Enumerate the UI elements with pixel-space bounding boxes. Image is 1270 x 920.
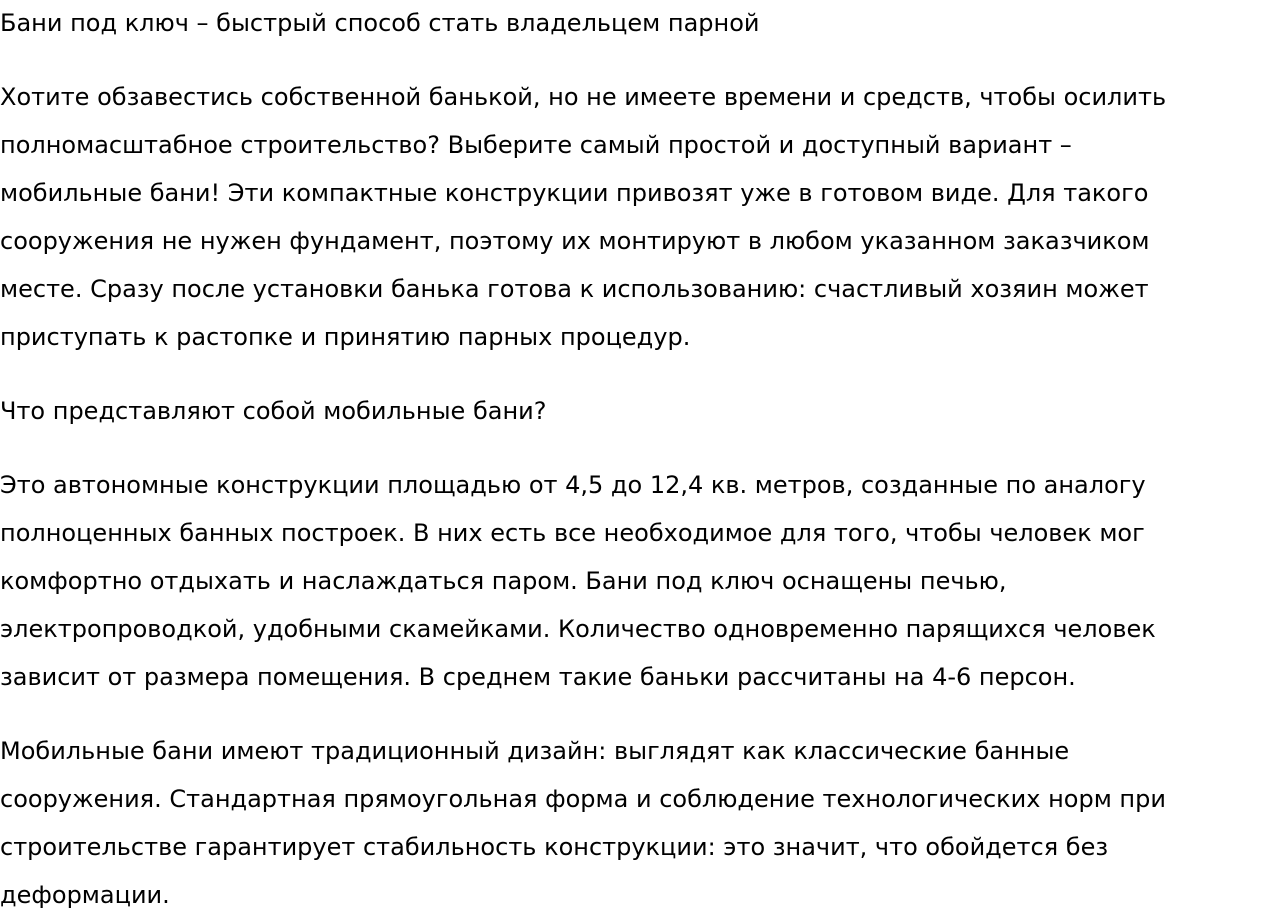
document-title: Бани под ключ – быстрый способ стать владельцем парной xyxy=(0,9,760,37)
paragraph-line: Это автономные конструкции площадью от 4,5 до 12,4 кв. метров, созданные по аналогу xyxy=(0,471,1146,499)
paragraph-line: полноценных банных построек. В них есть все необходимое для того, чтобы человек мог xyxy=(0,519,1145,547)
paragraph-line: месте. Сразу после установки банька готова к использованию: счастливый хозяин может xyxy=(0,275,1149,303)
paragraph-line: зависит от размера помещения. В среднем такие баньки рассчитаны на 4-6 персон. xyxy=(0,663,1076,691)
paragraph-line: Хотите обзавестись собственной банькой, но не имеете времени и средств, чтобы осилить xyxy=(0,83,1167,111)
section-heading: Что представляют собой мобильные бани? xyxy=(0,397,547,425)
paragraph-line: комфортно отдыхать и наслаждаться паром. Бани под ключ оснащены печью, xyxy=(0,567,1007,595)
paragraph-line: приступать к растопке и принятию парных процедур. xyxy=(0,323,691,351)
paragraph-line: Мобильные бани имеют традиционный дизайн: выглядят как классические банные xyxy=(0,737,1070,765)
paragraph-line: электропроводкой, удобными скамейками. Количество одновременно парящихся человек xyxy=(0,615,1156,643)
paragraph-line: сооружения не нужен фундамент, поэтому их монтируют в любом указанном заказчиком xyxy=(0,227,1150,255)
paragraph-line: строительстве гарантирует стабильность конструкции: это значит, что обойдется без xyxy=(0,833,1109,861)
paragraph-line: мобильные бани! Эти компактные конструкции привозят уже в готовом виде. Для такого xyxy=(0,179,1149,207)
paragraph-line: сооружения. Стандартная прямоугольная форма и соблюдение технологических норм при xyxy=(0,785,1166,813)
paragraph-line: деформации. xyxy=(0,881,170,909)
paragraph-line: полномасштабное строительство? Выберите самый простой и доступный вариант – xyxy=(0,131,1072,159)
